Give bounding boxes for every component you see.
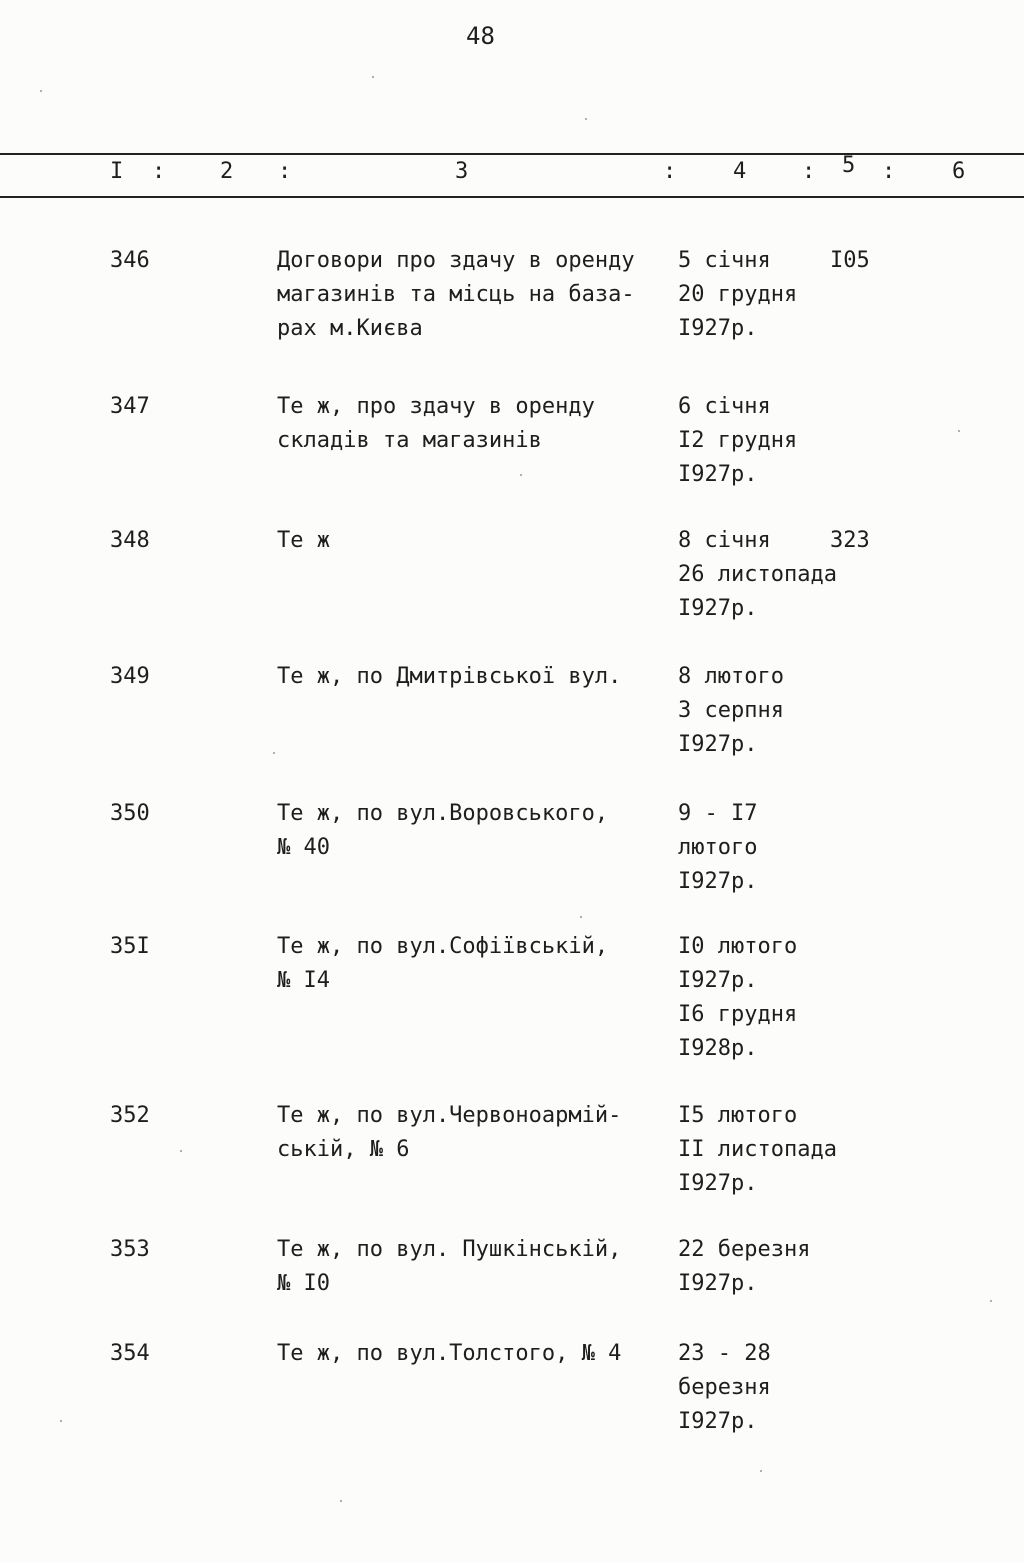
title-line: Те ж, по вул.Толстого, № 4 [277, 1341, 622, 1366]
row-number: 349 [110, 664, 150, 689]
header-col-2: 2 [220, 159, 234, 184]
scan-speck [580, 916, 582, 918]
header-top-rule [0, 153, 1024, 155]
date-line: II листопада [678, 1137, 837, 1162]
scan-speck [40, 90, 42, 92]
row-number: 353 [110, 1237, 150, 1262]
scan-speck [273, 752, 275, 754]
date-line: 5 січня [678, 248, 771, 273]
row-page-count: 323 [830, 528, 870, 553]
row-number: 354 [110, 1341, 150, 1366]
title-line: Те ж, по вул. Пушкінській, [277, 1237, 622, 1262]
row-number: 350 [110, 801, 150, 826]
row-dates [678, 1337, 878, 1439]
date-line: 20 грудня [678, 282, 798, 307]
date-line: 9 - I7 [678, 801, 758, 826]
header-separator: : [152, 159, 166, 184]
title-line: Те ж, по вул.Воровського, [277, 801, 609, 826]
date-line: I927р. [678, 462, 758, 487]
title-line: № I0 [277, 1271, 330, 1296]
date-line: I0 лютого [678, 934, 798, 959]
title-line: Договори про здачу в оренду [277, 248, 635, 273]
row-dates [678, 1233, 878, 1301]
header-col-5: 5 [842, 153, 856, 178]
date-line: 6 січня [678, 394, 771, 419]
row-title [277, 1337, 657, 1371]
date-line: I5 лютого [678, 1103, 798, 1128]
row-dates [678, 1099, 878, 1201]
header-separator: : [663, 159, 677, 184]
row-title [277, 524, 657, 558]
row-title [277, 390, 657, 458]
date-line: I927р. [678, 1171, 758, 1196]
scan-speck [585, 118, 587, 120]
scan-speck [372, 76, 374, 78]
date-line: лютого [678, 835, 758, 860]
header-col-6: 6 [952, 159, 966, 184]
date-line: I927р. [678, 596, 758, 621]
scan-speck [60, 1420, 62, 1422]
row-title [277, 797, 657, 865]
title-line: Те ж, по Дмитрівської вул. [277, 664, 622, 689]
title-line: рах м.Києва [277, 316, 423, 341]
row-title [277, 244, 657, 346]
date-line: 8 лютого [678, 664, 784, 689]
header-bottom-rule [0, 196, 1024, 198]
title-line: № I4 [277, 968, 330, 993]
row-title [277, 1099, 657, 1167]
header-col-4: 4 [733, 159, 747, 184]
date-line: I2 грудня [678, 428, 798, 453]
date-line: I927р. [678, 1409, 758, 1434]
row-dates [678, 390, 878, 492]
scan-speck [520, 474, 522, 476]
date-line: I927р. [678, 968, 758, 993]
row-dates [678, 797, 878, 899]
row-dates [678, 660, 878, 762]
scan-speck [340, 1500, 342, 1502]
date-line: 3 серпня [678, 698, 784, 723]
date-line: 26 листопада [678, 562, 837, 587]
title-line: № 40 [277, 835, 330, 860]
row-dates [678, 930, 878, 1066]
header-separator: : [802, 159, 816, 184]
date-line: березня [678, 1375, 771, 1400]
row-title [277, 660, 657, 694]
scan-speck [990, 1300, 992, 1302]
title-line: Те ж, по вул.Червоноармій- [277, 1103, 622, 1128]
scan-speck [180, 1150, 182, 1152]
header-col-1: I [110, 159, 124, 184]
date-line: I927р. [678, 1271, 758, 1296]
scan-speck [760, 1470, 762, 1472]
row-number: 348 [110, 528, 150, 553]
header-separator: : [278, 159, 292, 184]
header-separator: : [882, 159, 896, 184]
row-number: 346 [110, 248, 150, 273]
date-line: 23 - 28 [678, 1341, 771, 1366]
row-page-count: I05 [830, 248, 870, 273]
scan-speck [958, 430, 960, 432]
row-title [277, 1233, 657, 1301]
row-number: 347 [110, 394, 150, 419]
title-line: складів та магазинів [277, 428, 542, 453]
date-line: I927р. [678, 732, 758, 757]
row-title [277, 930, 657, 998]
title-line: ській, № 6 [277, 1137, 410, 1162]
date-line: I927р. [678, 869, 758, 894]
date-line: 8 січня [678, 528, 771, 553]
row-number: 35I [110, 934, 150, 959]
page-number: 48 [466, 22, 495, 50]
title-line: Те ж, по вул.Софіївській, [277, 934, 609, 959]
row-number: 352 [110, 1103, 150, 1128]
title-line: Те ж, про здачу в оренду [277, 394, 595, 419]
title-line: Те ж [277, 528, 330, 553]
date-line: I927р. [678, 316, 758, 341]
date-line: 22 березня [678, 1237, 811, 1262]
title-line: магазинів та місць на база- [277, 282, 635, 307]
header-col-3: 3 [455, 159, 469, 184]
date-line: I928р. [678, 1036, 758, 1061]
date-line: I6 грудня [678, 1002, 798, 1027]
